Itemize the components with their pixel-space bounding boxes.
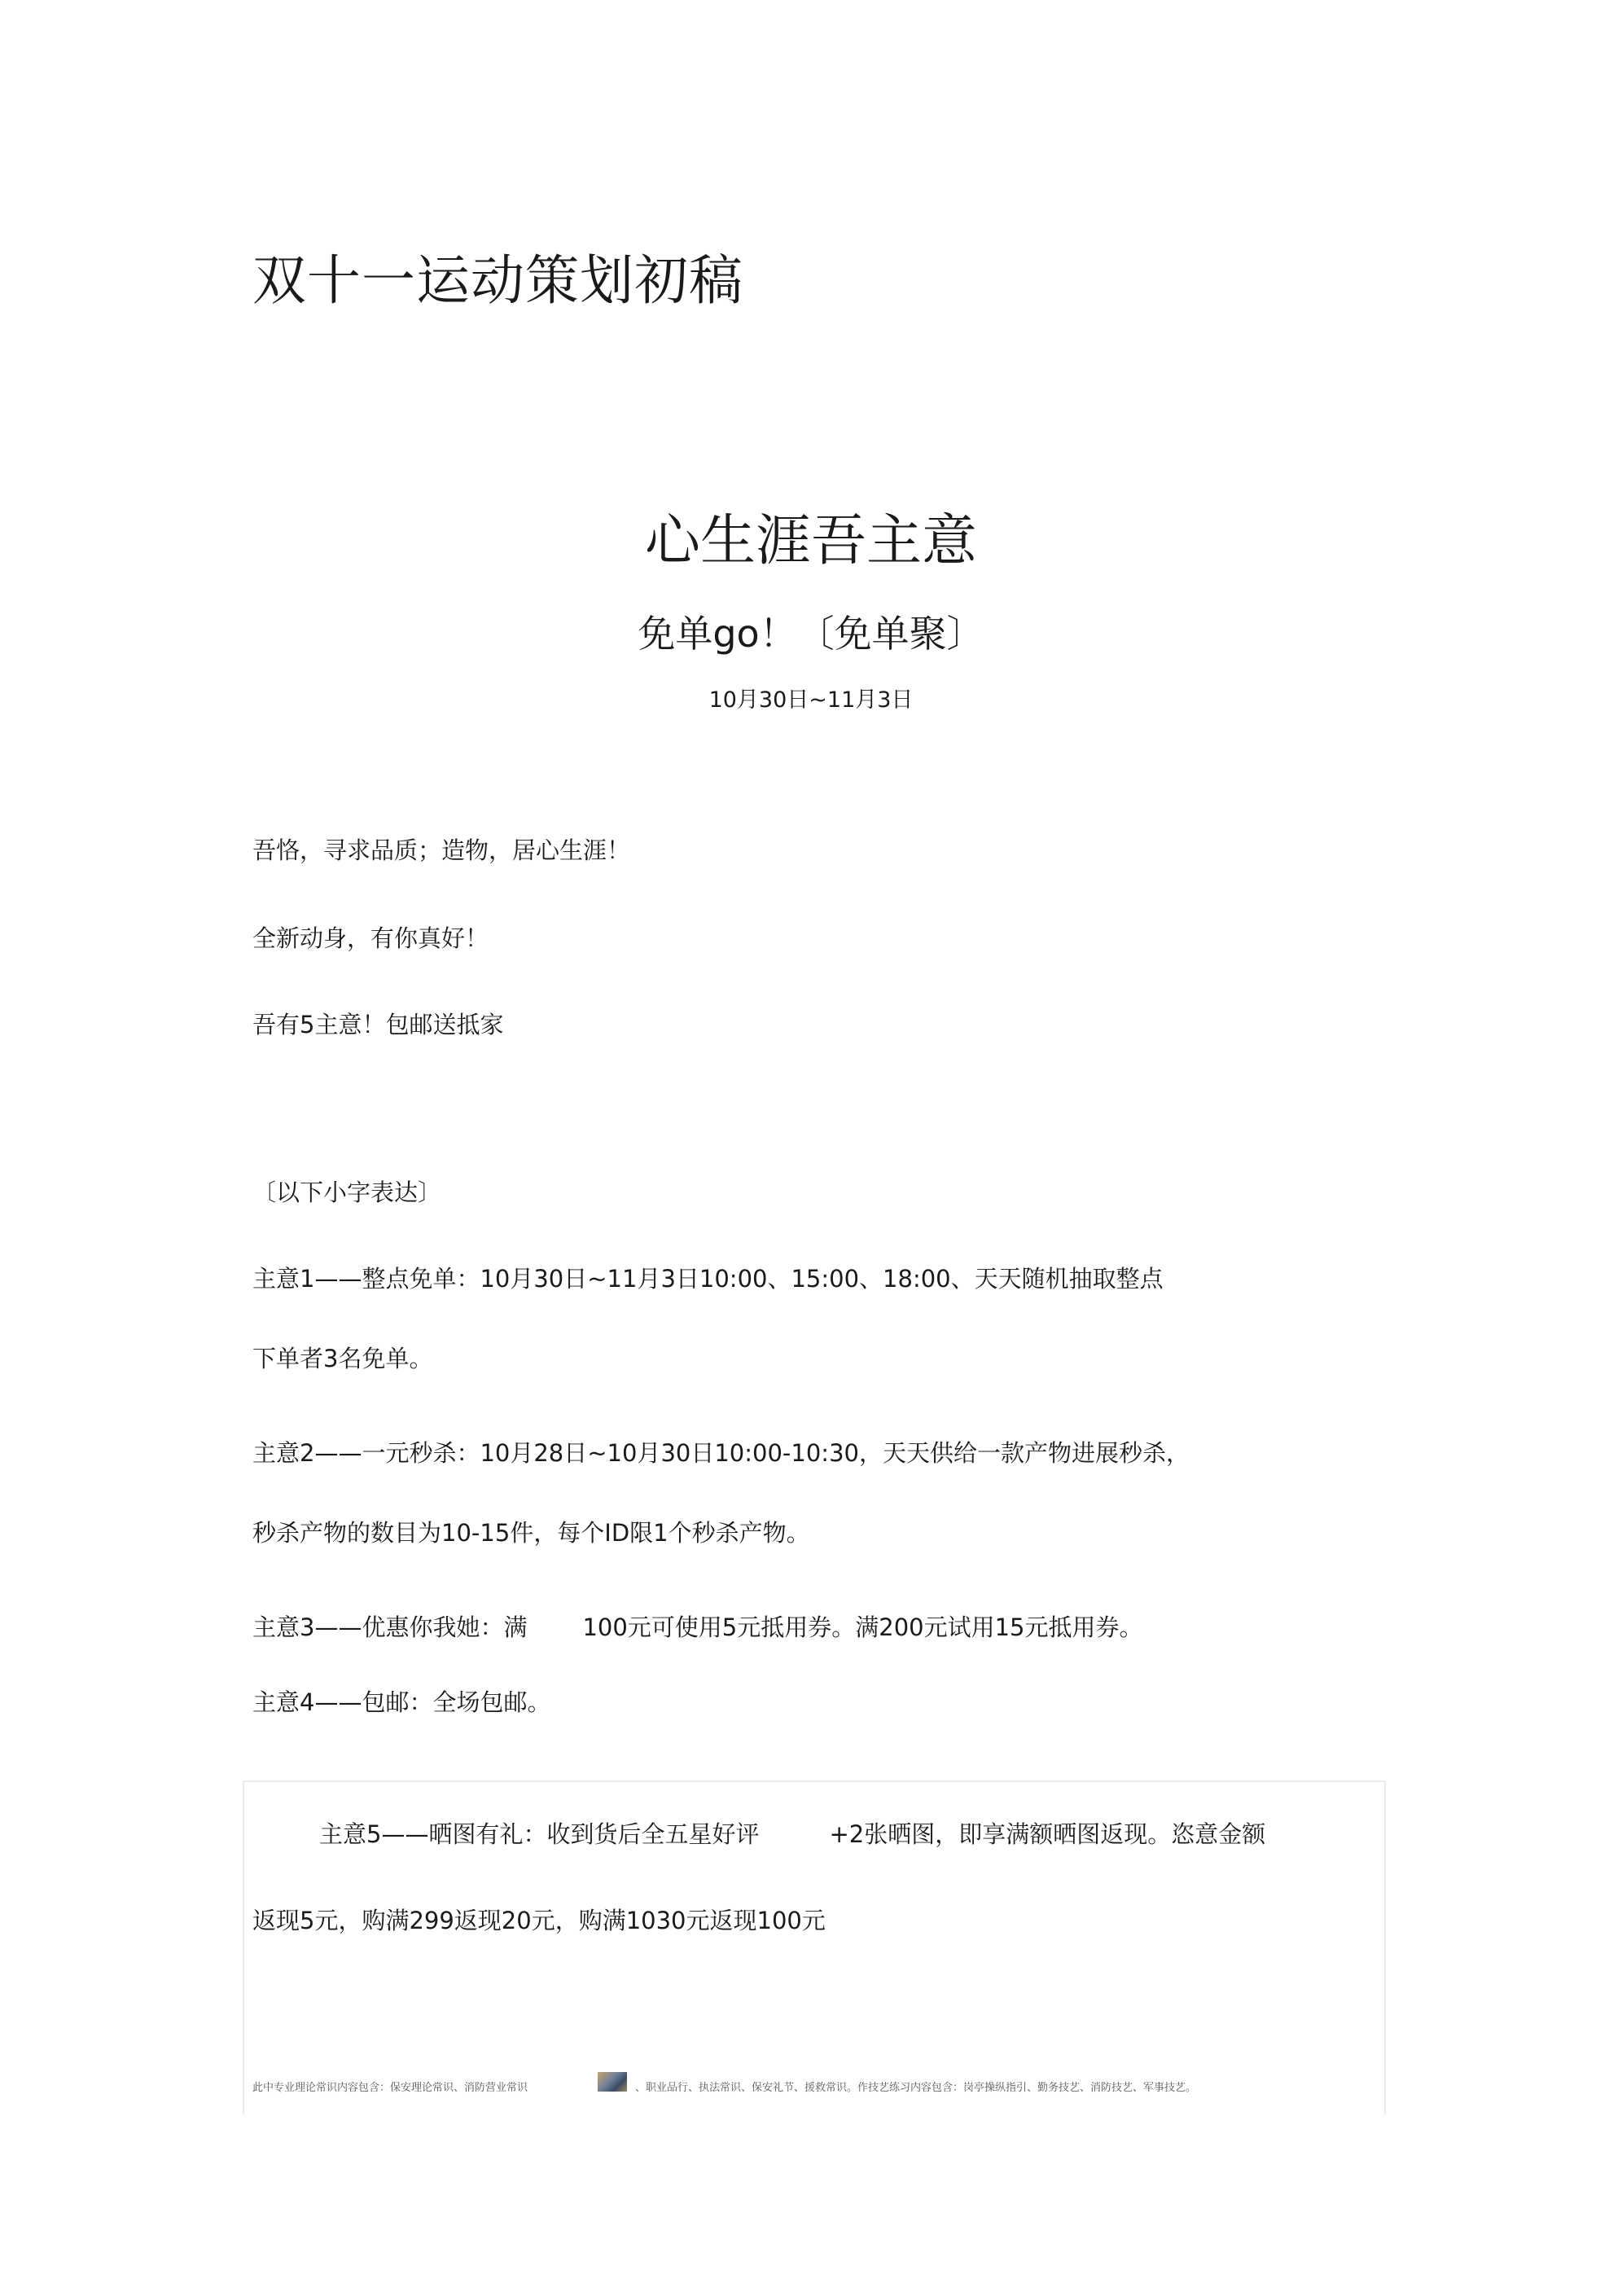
campaign-date-range: 10月30日~11月3日 — [708, 687, 914, 713]
intro-line-3: 吾有5主意！包邮送抵家 — [252, 1011, 504, 1038]
idea-5-line-1 — [319, 1816, 1265, 1852]
idea-2-line-2: 秒杀产物的数目为10-15件，每个ID限1个秒杀产物。 — [252, 1519, 810, 1547]
campaign-subheading: 免单go！〔免单聚〕 — [638, 612, 984, 656]
idea-3-part-2: 100元可使用5元抵用券。满200元试用15元抵用券。 — [582, 1613, 1143, 1641]
footer-text-left: 此中专业理论常识内容包含：保安理论常识、消防营业常识 — [252, 2082, 528, 2094]
small-print-note: 〔以下小字表达〕 — [252, 1179, 442, 1206]
idea-5-line-2: 返现5元，购满299返现20元，购满1030元返现100元 — [252, 1907, 826, 1934]
idea-2-line-1: 主意2——一元秒杀：10月28日~10月30日10:00-10:30，天天供给一款产物进展秒杀， — [252, 1439, 1190, 1467]
footer-text-right: 、职业品行、执法常识、保安礼节、援救常识。作技艺练习内容包含：岗亭操纵指引、勤务技艺、消防技艺、军事技艺。 — [635, 2082, 1197, 2094]
idea-1-line-2: 下单者3名免单。 — [252, 1345, 433, 1372]
idea-5-part-2: +2张晒图，即享满额晒图返现。恣意金额 — [829, 1820, 1266, 1848]
idea-5-part-1: 主意5——晒图有礼：收到货后全五星好评 — [319, 1820, 760, 1848]
campaign-heading: 心生涯吾主意 — [644, 509, 977, 573]
intro-line-1: 吾恪，寻求品质；造物，居心生涯！ — [252, 836, 631, 864]
idea-3 — [252, 1609, 1143, 1645]
idea-1-line-1: 主意1——整点免单：10月30日~11月3日10:00、15:00、18:00、天天随机抽取整点 — [252, 1265, 1164, 1293]
document-title: 双十一运动策划初稿 — [252, 249, 743, 312]
thumbnail-image-icon — [598, 2072, 627, 2092]
idea-4: 主意4——包邮：全场包邮。 — [252, 1688, 551, 1716]
idea-3-part-1: 主意3——优惠你我她：满 — [252, 1613, 528, 1641]
intro-line-2: 全新动身，有你真好！ — [252, 924, 489, 952]
